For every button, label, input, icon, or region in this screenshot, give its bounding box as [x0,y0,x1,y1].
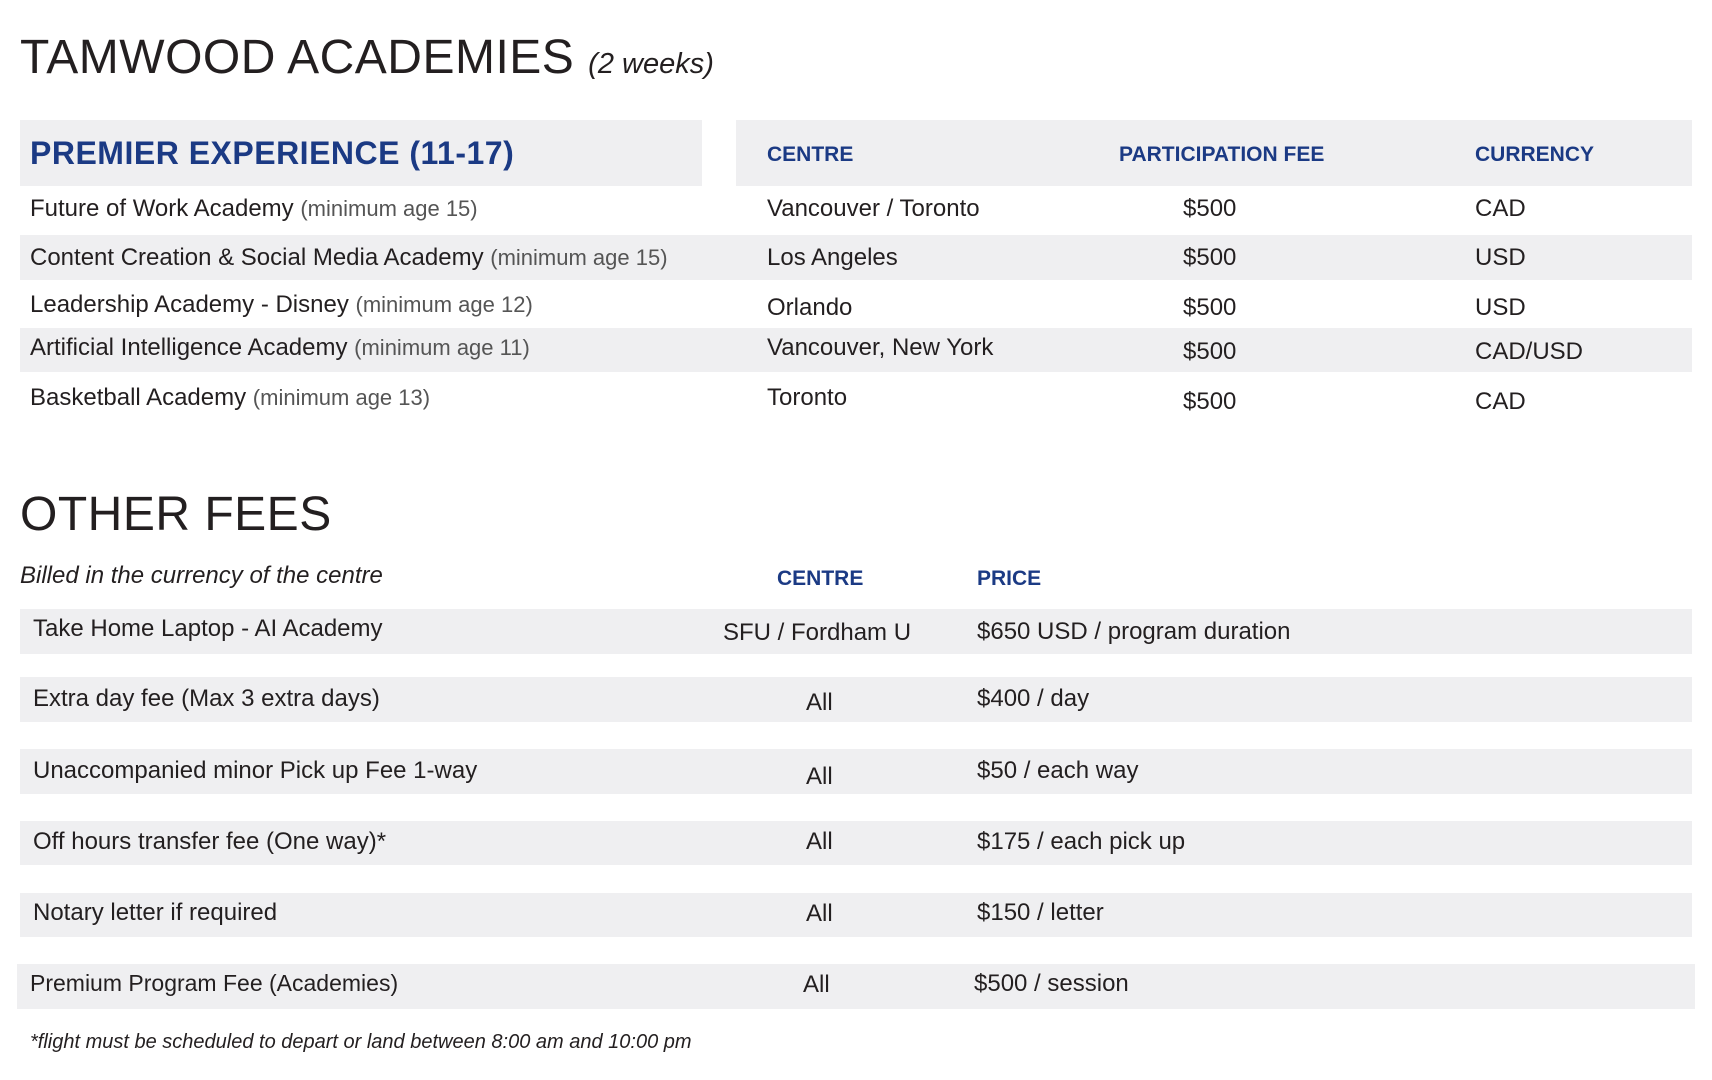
academy-age: (minimum age 15) [490,245,668,270]
fee-row-price: $50 / each way [977,757,1139,784]
academy-name: Content Creation & Social Media Academy [30,244,484,271]
academy-age: (minimum age 11) [354,335,530,360]
academy-row-centre: Vancouver, New York [767,334,994,361]
academy-name: Leadership Academy - Disney [30,291,349,318]
fee-row-price: $150 / letter [977,899,1104,926]
fee-row-centre: All [806,763,833,790]
academies-header-centre: CENTRE [767,143,854,166]
fee-row-centre: All [806,689,833,716]
fee-row-price: $400 / day [977,685,1090,712]
academy-row-name [30,384,430,412]
academies-section-label: PREMIER EXPERIENCE (11-17) [30,135,515,171]
other-fees-header-centre: CENTRE [777,567,864,590]
academy-row-centre: Vancouver / Toronto [767,195,980,222]
academy-name: Future of Work Academy [30,195,294,222]
fee-row-item: Extra day fee (Max 3 extra days) [33,685,380,712]
academy-row-name [30,291,533,319]
other-fees-title: OTHER FEES [20,488,332,541]
fee-row-item: Unaccompanied minor Pick up Fee 1-way [33,757,478,784]
fee-row-item: Off hours transfer fee (One way)* [33,828,387,855]
academies-header-fee: PARTICIPATION FEE [1119,143,1325,166]
academy-row-fee: $500 [1183,294,1237,321]
academy-name: Basketball Academy [30,384,247,411]
fee-row-item: Premium Program Fee (Academies) [30,970,399,996]
academy-row-name [30,334,530,362]
academy-name: Artificial Intelligence Academy [30,334,348,361]
academy-row-currency: USD [1475,244,1526,271]
academy-row-centre: Toronto [767,384,848,411]
fee-row-item: Take Home Laptop - AI Academy [33,615,383,642]
fee-row-price: $650 USD / program duration [977,618,1291,645]
academy-row-currency: USD [1475,294,1526,321]
academies-header-currency: CURRENCY [1475,143,1595,166]
footnote: *flight must be scheduled to depart or land between 8:00 am and 10:00 pm [30,1031,692,1053]
academy-row-currency: CAD [1475,195,1526,222]
fee-row-centre: All [806,900,833,927]
academy-row-centre: Los Angeles [767,244,898,271]
academy-row-fee: $500 [1183,244,1237,271]
academy-row-fee: $500 [1183,338,1237,365]
other-fees-subtitle: Billed in the currency of the centre [20,562,383,589]
academy-row-fee: $500 [1183,388,1237,415]
fee-row-item: Notary letter if required [33,899,278,926]
fee-row-price: $500 / session [974,970,1129,997]
fee-row-price: $175 / each pick up [977,828,1186,855]
academy-age: (minimum age 12) [355,292,533,317]
academy-age: (minimum age 15) [300,196,478,221]
other-fees-header-price: PRICE [977,567,1042,590]
academy-row-fee: $500 [1183,195,1237,222]
fee-row-centre: SFU / Fordham U [723,619,912,646]
academy-row-currency: CAD/USD [1475,338,1584,365]
academy-age: (minimum age 13) [252,385,431,410]
page-title-duration: (2 weeks) [588,48,714,80]
fee-row-centre: All [803,971,830,998]
academy-row-name [30,244,668,272]
academy-row-centre: Orlando [767,294,853,321]
academy-row-currency: CAD [1475,388,1526,415]
academy-row-name [30,195,478,223]
page-title-main: TAMWOOD ACADEMIES [20,31,575,84]
page-title [20,30,714,85]
fee-row-centre: All [806,828,833,855]
